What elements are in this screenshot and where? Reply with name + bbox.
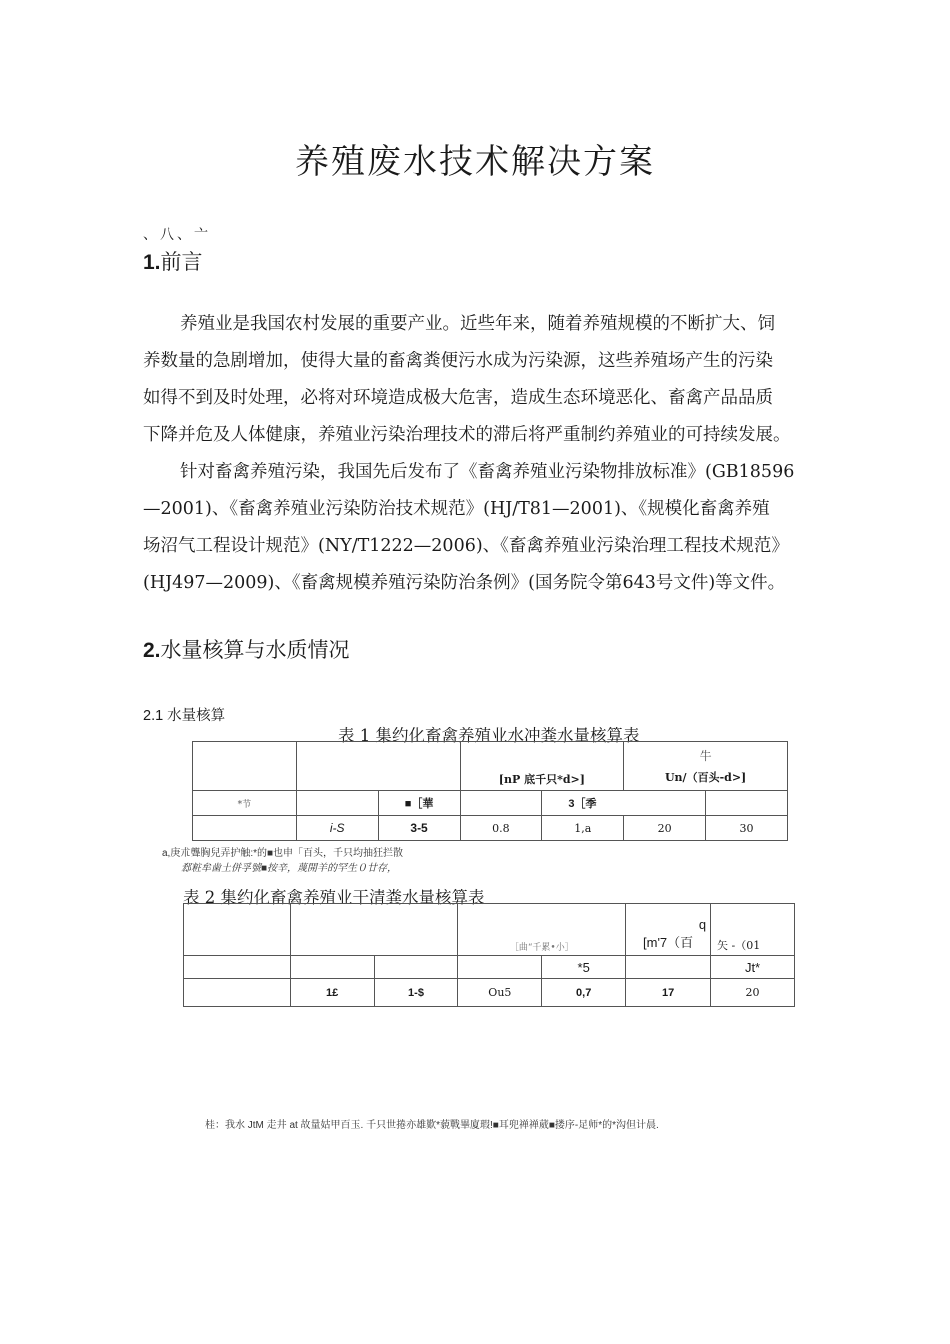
section-number: 2.: [143, 639, 161, 662]
table-cell: [460, 791, 542, 816]
garbled-heading-text: 、八、亠: [143, 227, 211, 243]
table-cell: 0,7: [542, 979, 626, 1007]
table-cell: 3-5: [378, 816, 460, 841]
table-cell: 30: [706, 816, 788, 841]
table-cell: [626, 956, 711, 979]
text-line: 针对畜禽养殖污染，我国先后发布了《畜禽养殖业污染物排放标准》(GB18596: [180, 462, 795, 482]
table-cell: [374, 956, 458, 979]
table-1-note: 郄粧牟歯土併孚號■按辛，蔑開羊的罕生０廿存，: [181, 863, 398, 874]
table-cell: [nP 底千只*d>]: [460, 742, 624, 791]
table-cell: 3［季: [542, 791, 706, 816]
table-cell: [193, 816, 297, 841]
table-row: [184, 956, 795, 979]
table-1: [192, 741, 788, 841]
table-cell: 矢 -（01: [711, 904, 795, 956]
section-1-heading: [143, 246, 203, 276]
paragraph-intro: [143, 306, 843, 454]
table-cell: ■［華: [378, 791, 460, 816]
paragraph-standards: [143, 454, 843, 602]
table-cell: 1,a: [542, 816, 624, 841]
table-cell: 0.8: [460, 816, 542, 841]
subsection-2-1-heading: 2.1 水量核算: [143, 708, 226, 724]
header-label: 牛: [699, 749, 712, 763]
header-label: Un/（百头-d>]: [664, 771, 747, 784]
table-cell: [296, 742, 460, 791]
table-cell: [624, 742, 788, 791]
table-cell: 1£: [290, 979, 374, 1007]
document-title: 养殖废水技术解决方案: [295, 142, 655, 182]
text-line: —2001)、《畜禽养殖业污染防治技术规范》(HJ/T81—2001)、《规模化畜禽养殖: [143, 499, 770, 519]
table-cell: *5: [542, 956, 626, 979]
table-row: [184, 979, 795, 1007]
text-line: 如得不到及时处理，必将对环境造成极大危害，造成生态环境恶化、畜禽产品品质: [143, 388, 773, 408]
text-line: 养殖业是我国农村发展的重要产业。近些年来，随着养殖规模的不断扩大、饲: [180, 314, 775, 334]
footnote-text: 桂：我水 JtM 走井 at 故量姑甲百玉. 千只世捲亦雄歎*藐戰畢廈瑕!■耳兜禅禅葳■搂序-足师*的*沟但计晨.: [205, 1120, 659, 1131]
table-cell: ［曲“千累•小］: [458, 904, 626, 956]
table-cell: [458, 956, 542, 979]
table-cell: Ou5: [458, 979, 542, 1007]
table-cell: [290, 956, 374, 979]
text-line: 养数量的急剧增加，使得大量的畜禽粪便污水成为污染源，这些养殖场产生的污染: [143, 351, 773, 371]
table-cell: [184, 979, 291, 1007]
table-cell: [193, 742, 297, 791]
table-row: [193, 742, 788, 791]
text-line: (HJ497—2009)、《畜禽规模养殖污染防治条例》(国务院令第643号文件)等文件。: [143, 573, 786, 593]
table-cell: [184, 956, 291, 979]
section-2-heading: [143, 634, 350, 664]
text-line: 下降并危及人体健康，养殖业污染治理技术的滞后将严重制约养殖业的可持续发展。: [143, 425, 791, 445]
table-cell: 20: [624, 816, 706, 841]
table-cell: [706, 791, 788, 816]
section-number: 1.: [143, 251, 161, 274]
table-cell: [296, 791, 378, 816]
section-title: 水量核算与水质情况: [160, 639, 350, 662]
table-1-note: a,庚朮聾胸兒弄护触:*的■也申「百头，千只均抽狂拦散: [162, 848, 404, 859]
table-cell: [626, 904, 711, 956]
table-cell: i-S: [296, 816, 378, 841]
table-row: [193, 816, 788, 841]
table-cell: [290, 904, 458, 956]
table-2-caption: 表 2 集约化畜禽养殖业干清粪水量核算表: [183, 888, 485, 907]
table-cell: Jt*: [711, 956, 795, 979]
table-cell: [184, 904, 291, 956]
section-title: 前言: [160, 251, 203, 274]
table-row: [193, 791, 788, 816]
header-label: q: [698, 917, 707, 932]
table-2: [183, 903, 795, 1007]
table-cell: 1-$: [374, 979, 458, 1007]
table-cell: *节: [193, 791, 297, 816]
table-1-caption: 表 1 集约化畜禽养殖业水冲粪水量核算表: [338, 726, 640, 745]
table-cell: 20: [711, 979, 795, 1007]
text-line: 场沼气工程设计规范》(NY/T1222—2006)、《畜禽养殖业污染治理工程技术规范》: [143, 536, 789, 556]
table-row: [184, 904, 795, 956]
header-label: [m'7（百: [643, 935, 694, 950]
table-cell: 17: [626, 979, 711, 1007]
